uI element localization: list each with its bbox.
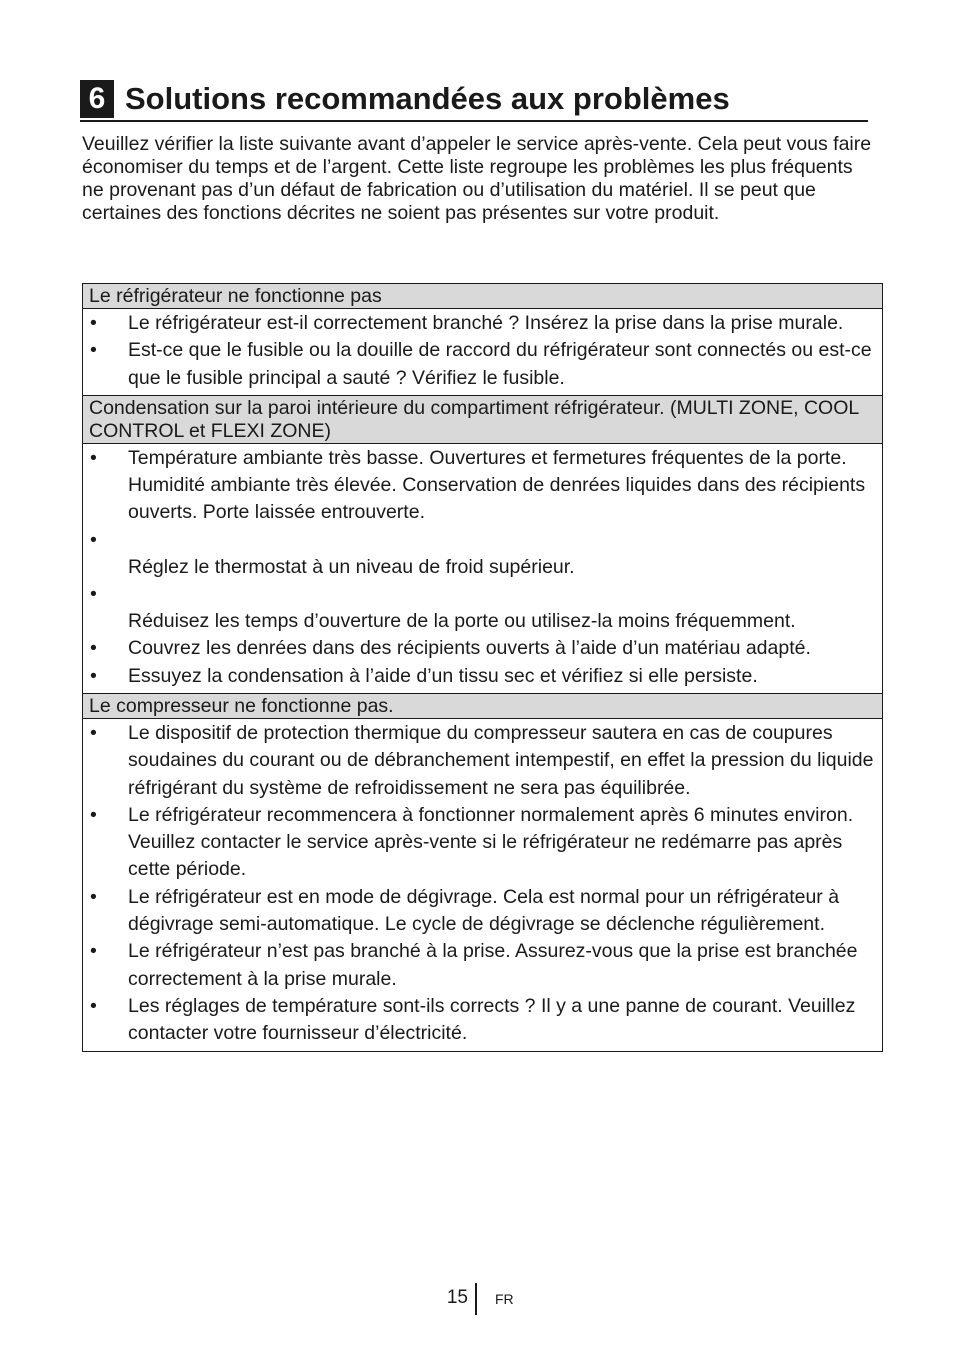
list-item-text: Les réglages de température sont-ils corrects ? Il y a une panne de courant. Veuillez contacter votre fournisseur d’électricité. bbox=[128, 994, 856, 1045]
list-item-text: Température ambiante très basse. Ouvertures et fermetures fréquentes de la porte. Humidité ambiante très élevée. Conservation de denrées liquides dans des récipients ouverts. Porte laissée entrouverte. bbox=[128, 446, 866, 524]
list-item-text: Le réfrigérateur est-il correctement branché ? Insérez la prise dans la prise murale. bbox=[128, 312, 844, 334]
list-item-text: Essuyez la condensation à l’aide d’un tissu sec et vérifiez si elle persiste. bbox=[128, 664, 758, 687]
list-item bbox=[83, 993, 878, 1048]
list-item bbox=[83, 884, 878, 939]
bullet-icon: • bbox=[90, 446, 97, 469]
problem-header: Condensation sur la paroi intérieure du compartiment réfrigérateur. (MULTI ZONE, COOL CONTROL et FLEXI ZONE) bbox=[83, 396, 882, 444]
footer-divider bbox=[475, 1283, 477, 1315]
bullet-icon: • bbox=[90, 994, 97, 1017]
page-number: 15 bbox=[446, 1287, 468, 1308]
troubleshooting-table bbox=[82, 283, 883, 1052]
problem-header: Le compresseur ne fonctionne pas. bbox=[83, 694, 882, 719]
list-item-text: Le dispositif de protection thermique du compresseur sautera en cas de coupures soudaines du courant ou de débranchement intempestif, en effet la pression du liquide réfrigérant du système de refroidissement ne sera pas équilibrée. bbox=[128, 721, 874, 799]
list-item-text: Réduisez les temps d’ouverture de la porte ou utilisez-la moins fréquemment. bbox=[128, 610, 796, 633]
list-item bbox=[83, 938, 878, 993]
list-item-text: Le réfrigérateur n’est pas branché à la prise. Assurez-vous que la prise est branchée correctement à la prise murale. bbox=[128, 940, 858, 990]
list-item bbox=[83, 527, 878, 581]
list-item bbox=[83, 337, 878, 392]
bullet-icon: • bbox=[90, 637, 97, 660]
list-item bbox=[83, 663, 878, 690]
section-heading bbox=[80, 80, 868, 122]
bullet-icon: • bbox=[90, 312, 97, 334]
list-item-text: Couvrez les denrées dans des récipients ouverts à l’aide d’un matériau adapté. bbox=[128, 637, 811, 660]
bullet-icon: • bbox=[90, 721, 97, 744]
problem-header: Le réfrigérateur ne fonctionne pas bbox=[83, 284, 882, 309]
list-item bbox=[83, 802, 878, 884]
bullet-icon: • bbox=[90, 583, 97, 606]
bullet-icon: • bbox=[90, 803, 97, 826]
list-item bbox=[83, 310, 878, 337]
solutions-list bbox=[83, 719, 882, 1051]
list-item bbox=[83, 581, 878, 635]
bullet-icon: • bbox=[90, 664, 97, 687]
bullet-icon: • bbox=[90, 885, 97, 908]
section-number-badge: 6 bbox=[80, 80, 114, 118]
solutions-list bbox=[83, 309, 882, 396]
language-code: FR bbox=[495, 1291, 514, 1307]
list-item bbox=[83, 635, 878, 662]
section-title: Solutions recommandées aux problèmes bbox=[125, 81, 730, 116]
list-item bbox=[83, 720, 878, 802]
list-item-text: Réglez le thermostat à un niveau de froid supérieur. bbox=[128, 555, 575, 578]
list-item bbox=[83, 445, 878, 527]
bullet-icon: • bbox=[90, 528, 97, 551]
intro-paragraph: Veuillez vérifier la liste suivante avant d’appeler le service après-vente. Cela peut vous faire économiser du temps et de l’argent. Cette liste regroupe les problèmes les plus fréquents ne provenant pas d’un défaut de fabrication ou d’utilisation du matériel. Il se peut que certaines des fonctions décrites ne soient pas présentes sur votre produit. bbox=[82, 133, 872, 224]
bullet-icon: • bbox=[90, 339, 97, 362]
list-item-text: Le réfrigérateur recommencera à fonctionner normalement après 6 minutes environ. Veuillez contacter le service après-vente si le réfrigérateur ne redémarre pas après cette période. bbox=[128, 803, 854, 881]
solutions-list bbox=[83, 444, 882, 694]
list-item-text: Est-ce que le fusible ou la douille de raccord du réfrigérateur sont connectés ou est-ce que le fusible principal a sauté ? Vérifiez le fusible. bbox=[128, 339, 872, 389]
bullet-icon: • bbox=[90, 940, 97, 963]
list-item-text: Le réfrigérateur est en mode de dégivrage. Cela est normal pour un réfrigérateur à dégivrage semi-automatique. Le cycle de dégivrage se déclenche régulièrement. bbox=[128, 885, 840, 936]
